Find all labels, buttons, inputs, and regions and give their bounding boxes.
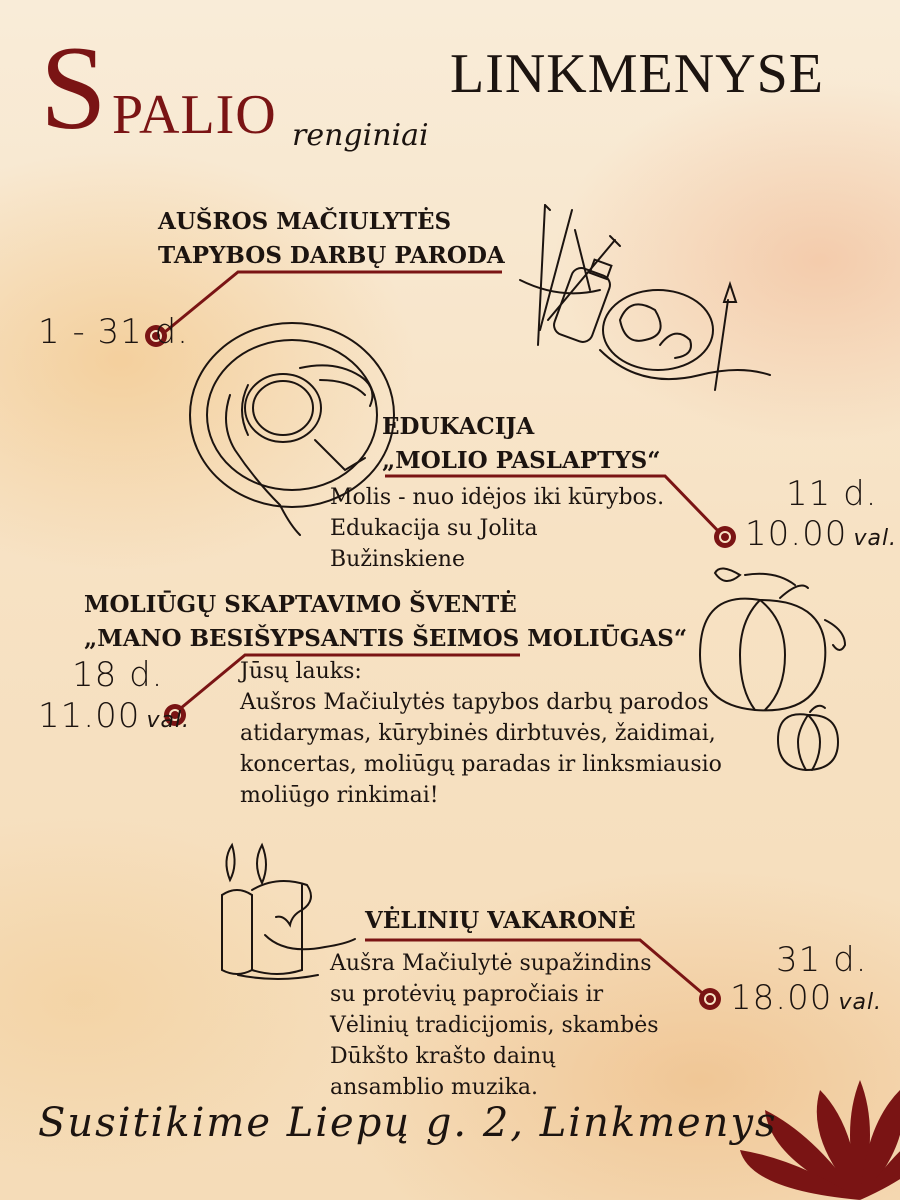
event-time: 11.00	[38, 696, 141, 736]
event-time: 18.00	[730, 978, 833, 1018]
event-title-line: EDUKACIJA	[382, 413, 535, 440]
event-1-date	[38, 312, 189, 352]
marker-4	[699, 988, 721, 1010]
event-date: 11 d.	[786, 474, 878, 514]
event-title-line: „MOLIO PASLAPTYS“	[382, 447, 661, 474]
event-3-date	[72, 655, 163, 695]
event-title-line: VĖLINIŲ VAKARONĖ	[365, 907, 636, 934]
event-2	[382, 410, 660, 478]
event-4-description	[330, 948, 659, 1103]
event-description-line: su protėvių papročiais ir	[330, 982, 604, 1007]
event-description-line: Molis - nuo idėjos iki kūrybos.	[330, 485, 665, 510]
event-3	[84, 588, 687, 656]
paintbrushes-palette-illustration	[520, 205, 770, 390]
event-description-line: atidarymas, kūrybinės dirbtuvės, žaidimai,	[240, 721, 716, 746]
event-1	[158, 205, 505, 273]
event-date: 31 d.	[776, 940, 868, 980]
marker-2	[714, 526, 736, 548]
event-date: 18 d.	[72, 655, 164, 695]
event-title-line: TAPYBOS DARBŲ PARODA	[158, 242, 505, 269]
event-description-line: Vėlinių tradicijomis, skambės	[330, 1013, 659, 1038]
event-time-unit: val.	[838, 990, 883, 1015]
event-description-line: Aušros Mačiulytės tapybos darbų parodos	[240, 690, 709, 715]
title-initial: S	[40, 21, 107, 154]
event-4-time	[730, 978, 882, 1018]
event-description-line: Bužinskiene	[330, 547, 465, 572]
event-3-time	[38, 696, 190, 736]
event-2-description	[330, 482, 664, 575]
event-description-line: Edukacija su Jolita	[330, 516, 538, 541]
event-title-line: „MANO BESIŠYPSANTIS ŠEIMOS MOLIŪGAS“	[84, 625, 688, 652]
event-3-description	[240, 656, 722, 811]
event-4-date	[776, 940, 867, 980]
title-subtitle: renginiai	[292, 118, 429, 153]
event-description-line: moliūgo rinkimai!	[240, 783, 439, 808]
event-4	[365, 904, 636, 938]
event-time: 10.00	[745, 514, 848, 554]
event-title-line: MOLIŪGŲ SKAPTAVIMO ŠVENTĖ	[84, 591, 517, 618]
event-description-line: Dūkšto krašto dainų	[330, 1044, 556, 1069]
event-description-line: ansamblio muzika.	[330, 1075, 539, 1100]
event-2-date	[786, 474, 877, 514]
event-2-time	[745, 514, 897, 554]
footer-address: Susitikime Liepų g. 2, Linkmenys	[38, 1100, 778, 1146]
event-date: 1 - 31 d.	[38, 312, 189, 352]
event-time-unit: val.	[146, 708, 191, 733]
event-description-line: Aušra Mačiulytė supažindins	[330, 951, 652, 976]
title-place: LINKMENYSE	[450, 43, 824, 105]
event-title-line: AUŠROS MAČIULYTĖS	[158, 208, 452, 235]
event-description-line: Jūsų lauks:	[240, 659, 362, 684]
title-month: PALIO	[112, 84, 277, 146]
event-description-line: koncertas, moliūgų paradas ir linksmiausio	[240, 752, 722, 777]
event-time-unit: val.	[853, 526, 898, 551]
